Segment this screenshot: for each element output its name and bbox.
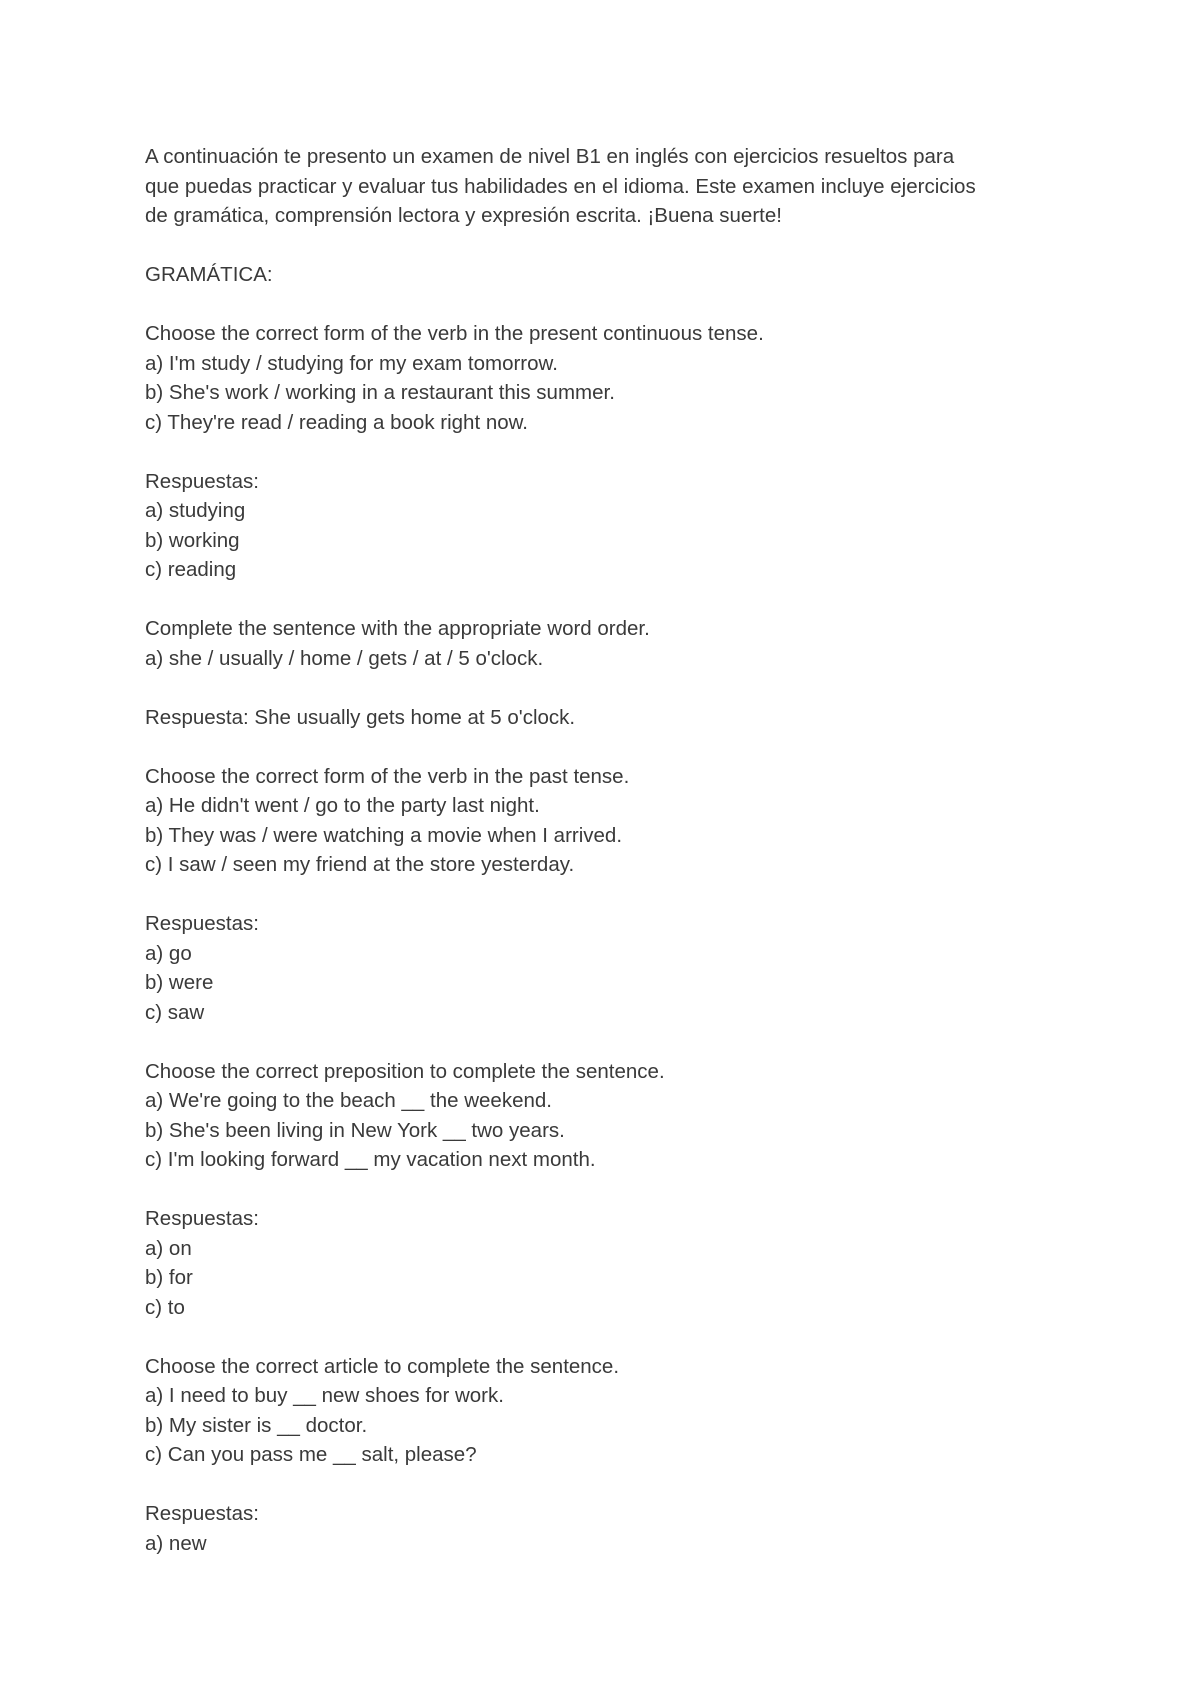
exercise-item: a) He didn't went / go to the party last night. — [145, 794, 540, 817]
exercise-item: a) I'm study / studying for my exam tomorrow. — [145, 351, 558, 375]
exercise-1 — [145, 319, 1065, 585]
exercise-item: b) My sister is __ doctor. — [145, 1413, 368, 1437]
exercise-item: a) We're going to the beach __ the weekend. — [145, 1089, 552, 1112]
exercise-3 — [145, 762, 1065, 1028]
exercise-item: c) They're read / reading a book right now. — [145, 410, 529, 434]
exercise-item: c) Can you pass me __ salt, please? — [145, 1443, 477, 1466]
answer-item: c) reading — [145, 558, 237, 581]
answers-label: Respuestas: — [145, 912, 259, 935]
answer-item: b) were — [145, 971, 214, 994]
exercise-prompt: Choose the correct preposition to complete the sentence. — [145, 1059, 665, 1083]
exercise-item: c) I'm looking forward __ my vacation next month. — [145, 1148, 596, 1171]
exercise-prompt: Choose the correct form of the verb in the present continuous tense. — [145, 322, 764, 345]
answer-item: a) go — [145, 941, 192, 965]
answer-item: Respuesta: She usually gets home at 5 o'clock. — [145, 705, 576, 729]
exercise-item: a) she / usually / home / gets / at / 5 o'clock. — [145, 646, 544, 670]
exercise-item: b) She's been living in New York __ two years. — [145, 1118, 565, 1142]
exercise-item: c) I saw / seen my friend at the store yesterday. — [145, 853, 575, 876]
exercise-prompt: Choose the correct article to complete the sentence. — [145, 1354, 620, 1378]
answer-item: a) new — [145, 1531, 207, 1555]
answer-item: c) to — [145, 1295, 185, 1319]
answer-item: c) saw — [145, 1000, 205, 1024]
intro-line: A continuación te presento un examen de nivel B1 en inglés con ejercicios resueltos para — [145, 145, 955, 168]
answer-item: a) studying — [145, 499, 246, 522]
answer-item: b) working — [145, 528, 240, 552]
answers-label: Respuestas: — [145, 1502, 259, 1525]
exercise-5 — [145, 1352, 1065, 1559]
intro-paragraph — [145, 142, 1065, 231]
exercise-prompt: Choose the correct form of the verb in the past tense. — [145, 764, 630, 788]
document-page — [145, 142, 1065, 1558]
answers-label: Respuestas: — [145, 1207, 259, 1230]
intro-line: que puedas practicar y evaluar tus habilidades en el idioma. Este examen incluye ejercicios — [145, 174, 976, 198]
answer-item: a) on — [145, 1236, 192, 1260]
intro-line: de gramática, comprensión lectora y expresión escrita. ¡Buena suerte! — [145, 204, 782, 227]
exercise-prompt: Complete the sentence with the appropriate word order. — [145, 617, 650, 640]
exercise-item: b) They was / were watching a movie when I arrived. — [145, 823, 623, 847]
answer-item: b) for — [145, 1266, 193, 1289]
section-heading: GRAMÁTICA: — [145, 263, 273, 286]
exercise-item: a) I need to buy __ new shoes for work. — [145, 1384, 504, 1407]
answers-label: Respuestas: — [145, 469, 259, 493]
exercise-2 — [145, 614, 1065, 732]
exercise-4 — [145, 1057, 1065, 1323]
exercise-item: b) She's work / working in a restaurant this summer. — [145, 381, 615, 404]
